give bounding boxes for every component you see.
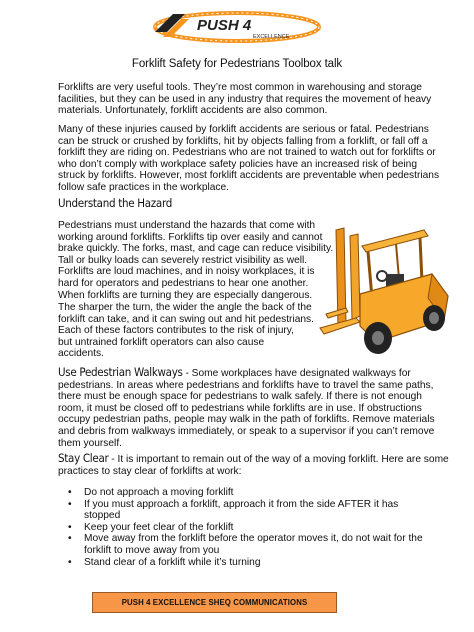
push-4-excellence-logo [145,6,325,46]
text-line: Forklifts are loud machines, and in noisy workplaces, it is [58,266,315,278]
injuries-paragraph [58,124,439,194]
text-line: and debris from walkways immediately, or speak to a supervisor if you can’t remove [58,425,435,437]
text-line: struck by forklifts. However, most forklift accidents are preventable when pedestrians [58,170,440,182]
logo-tagline: EXCELLENCE [253,34,290,40]
text-line: Each of these factors contributes to the risk of injury, [58,325,294,337]
stay-clear-heading: Stay Clear [58,451,109,465]
text-line: The sharper the turn, the wider the angle the back of the [58,302,312,313]
turning-paragraph [58,302,314,360]
list-item: • Do not approach a moving forklift [58,487,428,499]
text-line: Forklifts are very useful tools. They’re most common in warehousing and storage [58,82,422,93]
list-item: • Stand clear of a forklift while it’s turning [58,557,428,569]
text-line [58,453,449,466]
text-line: who don’t comply with workplace safety policies have an increased risk of being [58,158,418,170]
page-title: Forklift Safety for Pedestrians Toolbox talk [131,58,343,70]
list-item: • Keep your feet clear of the forklift [58,522,428,534]
text-line: materials. Unfortunately, forklift accidents are also common. [58,105,328,117]
text-line: forklift they are riding on. Pedestrians who are not trained to watch out for forklifts or [58,147,436,159]
text-line: accidents. [58,348,104,360]
walkways-paragraph [58,367,435,449]
text-line: follow safe practices in the workplace. [58,181,230,193]
list-item: • Move away from the forklift before the operator moves it, do not wait for the forklift to move away from you [58,533,428,556]
list-item: • If you must approach a forklift, approach it from the side AFTER it has stopped [58,499,428,522]
hazard-heading: Understand the Hazard [58,196,172,210]
forklift-illustration [316,216,452,358]
text-line [58,367,435,380]
text-line: occupy pedestrian paths, people may walk in the path of forklifts. Remove materials [58,414,435,426]
text-line: pedestrians. In areas where pedestrians and forklifts have to travel the same paths, [58,379,434,391]
intro-paragraph [58,82,431,117]
stay-clear-paragraph [58,453,449,477]
text-line: practices to stay clear of forklifts at work: [58,465,242,477]
text-line: can be struck or crushed by forklifts, hit by objects falling from a forklift, or fall off a [58,135,428,147]
text-line: forklift can take, and it can swing out and hit pedestrians. [58,313,314,325]
text-line: brake quickly. The forks, mast, and cage can reduce visibility. [58,243,334,255]
footer-banner: PUSH 4 EXCELLENCE SHEQ COMMUNICATIONS [92,592,337,613]
logo-brand-text: PUSH 4 [197,17,252,34]
walkways-heading: Use Pedestrian Walkways [58,365,183,379]
text-line: there must be enough space for pedestrians to walk safely. If there is not enough [58,391,422,403]
text-line: but untrained forklift operators can also cause [58,336,265,348]
text-line: Many of these injuries caused by forklift accidents are serious or fatal. Pedestrians [58,124,429,135]
text-line: facilities, but they can be used in any industry that requires the movement of heavy [58,93,432,105]
text-line: room, it must be closed off to pedestrians while forklifts are in use. If obstructions [58,402,422,414]
text-line: When forklifts are turning they are especially dangerous. [58,289,313,301]
text-line: hard for operators and pedestrians to hear one another. [58,277,309,289]
text-line: Pedestrians must understand the hazards that come with [58,220,316,231]
text-line: working around forklifts. Forklifts tip over easily and cannot [58,231,323,243]
text-line: Tall or bulky loads can severely restrict visibility as well. [58,254,308,266]
hazard-paragraph [58,220,333,301]
stay-clear-list [58,487,428,568]
text-line: them yourself. [58,437,122,449]
stay-clear-first-line: - It is important to remain out of the way of a moving forklift. Here are some [108,454,449,465]
walkways-first-line: - Some workplaces have designated walkways for [182,368,411,379]
